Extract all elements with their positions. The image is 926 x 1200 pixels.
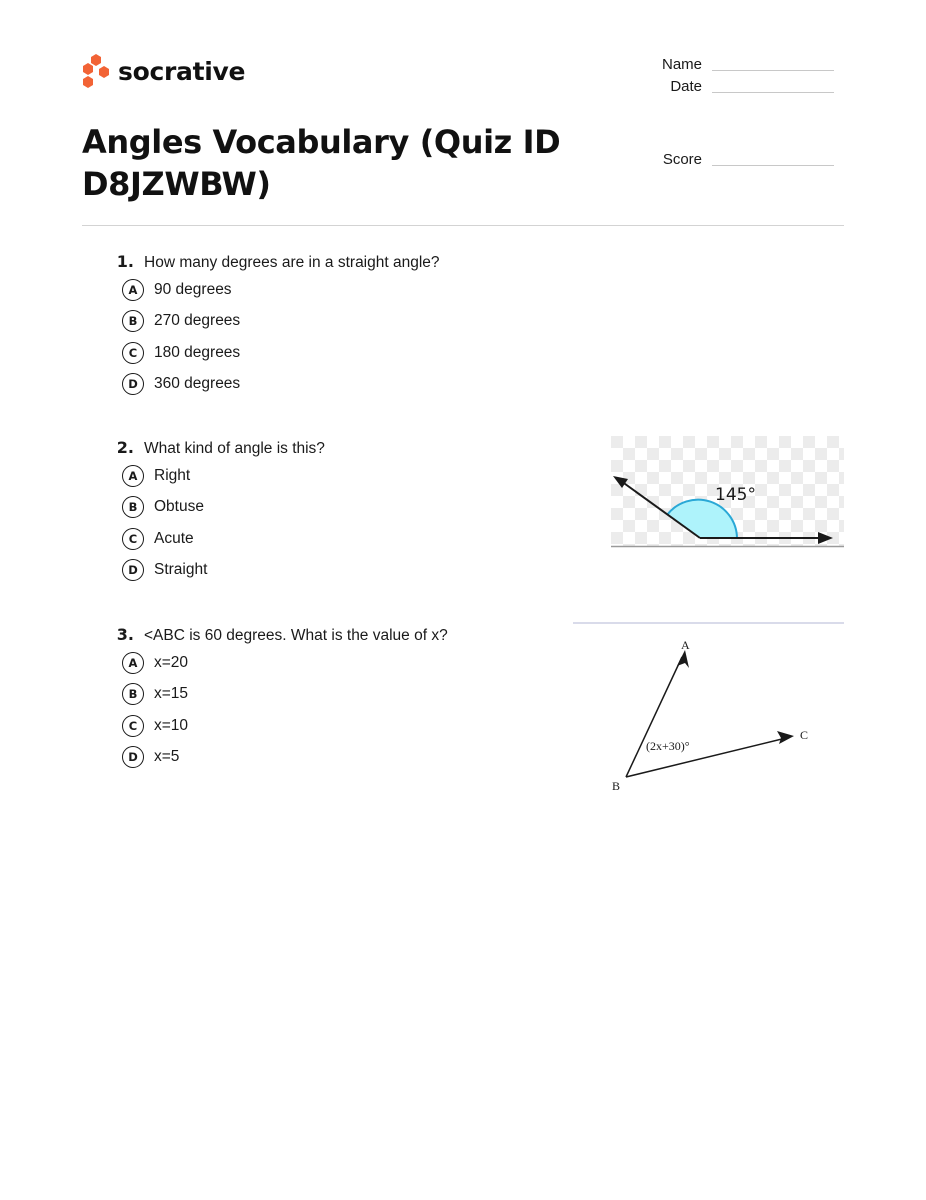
angle-label-145: 145° <box>715 485 756 505</box>
question-number: 1. <box>116 252 134 271</box>
header-divider <box>82 225 844 226</box>
question-2 <box>116 438 582 586</box>
name-label: Name <box>661 56 702 73</box>
score-input-line[interactable] <box>712 165 834 166</box>
option-letter-circle[interactable]: A <box>122 279 144 301</box>
option-a[interactable] <box>122 647 582 679</box>
name-field[interactable] <box>640 56 834 73</box>
option-letter-circle[interactable]: C <box>122 342 144 364</box>
obtuse-angle-figure <box>611 436 844 548</box>
question-1 <box>116 252 582 400</box>
option-b[interactable] <box>122 492 582 524</box>
question-number: 2. <box>116 438 134 457</box>
option-letter-circle[interactable]: A <box>122 652 144 674</box>
option-letter-circle[interactable]: C <box>122 528 144 550</box>
option-letter-circle[interactable]: D <box>122 559 144 581</box>
angle-abc-figure <box>600 630 830 800</box>
option-text: 180 degrees <box>154 343 241 361</box>
option-text: x=5 <box>154 748 180 766</box>
option-letter-circle[interactable]: B <box>122 310 144 332</box>
option-text: Acute <box>154 529 194 547</box>
option-letter-circle[interactable]: B <box>122 683 144 705</box>
angle-expression-label: (2x+30)° <box>646 739 690 753</box>
option-text: 270 degrees <box>154 312 241 330</box>
score-label: Score <box>662 151 702 168</box>
option-c[interactable] <box>122 523 582 555</box>
point-a-label: A <box>681 638 690 652</box>
hexagon-logo-icon <box>82 53 110 89</box>
name-input-line[interactable] <box>712 70 834 71</box>
quiz-title: Angles Vocabulary (Quiz ID D8JZWBW) <box>82 123 561 203</box>
option-letter-circle[interactable]: D <box>122 746 144 768</box>
question-text: What kind of angle is this? <box>144 440 325 457</box>
option-c[interactable] <box>122 710 582 742</box>
figure-top-border <box>573 622 844 624</box>
score-field[interactable] <box>640 151 834 168</box>
date-input-line[interactable] <box>712 92 834 93</box>
question-3 <box>116 625 582 773</box>
option-a[interactable] <box>122 460 582 492</box>
option-b[interactable] <box>122 306 582 338</box>
brand-name: socrative <box>118 56 246 86</box>
point-c-label: C <box>800 728 809 742</box>
option-a[interactable] <box>122 274 582 306</box>
question-text: How many degrees are in a straight angle? <box>144 254 440 271</box>
question-number: 3. <box>116 625 134 644</box>
option-d[interactable] <box>122 555 582 587</box>
option-letter-circle[interactable]: C <box>122 715 144 737</box>
point-b-label: B <box>612 779 621 793</box>
option-letter-circle[interactable]: B <box>122 496 144 518</box>
option-text: Right <box>154 466 191 484</box>
option-text: x=20 <box>154 653 189 671</box>
option-letter-circle[interactable]: A <box>122 465 144 487</box>
option-text: x=15 <box>154 685 189 703</box>
socrative-logo <box>82 53 245 89</box>
option-d[interactable] <box>122 369 582 401</box>
option-c[interactable] <box>122 337 582 369</box>
option-d[interactable] <box>122 742 582 774</box>
option-text: 90 degrees <box>154 280 232 298</box>
question-text: <ABC is 60 degrees. What is the value of x? <box>144 627 448 644</box>
option-letter-circle[interactable]: D <box>122 373 144 395</box>
option-text: 360 degrees <box>154 375 241 393</box>
date-label: Date <box>670 78 702 95</box>
option-text: x=10 <box>154 716 189 734</box>
option-text: Obtuse <box>154 498 204 516</box>
option-text: Straight <box>154 561 208 579</box>
date-field[interactable] <box>640 78 834 95</box>
option-b[interactable] <box>122 679 582 711</box>
